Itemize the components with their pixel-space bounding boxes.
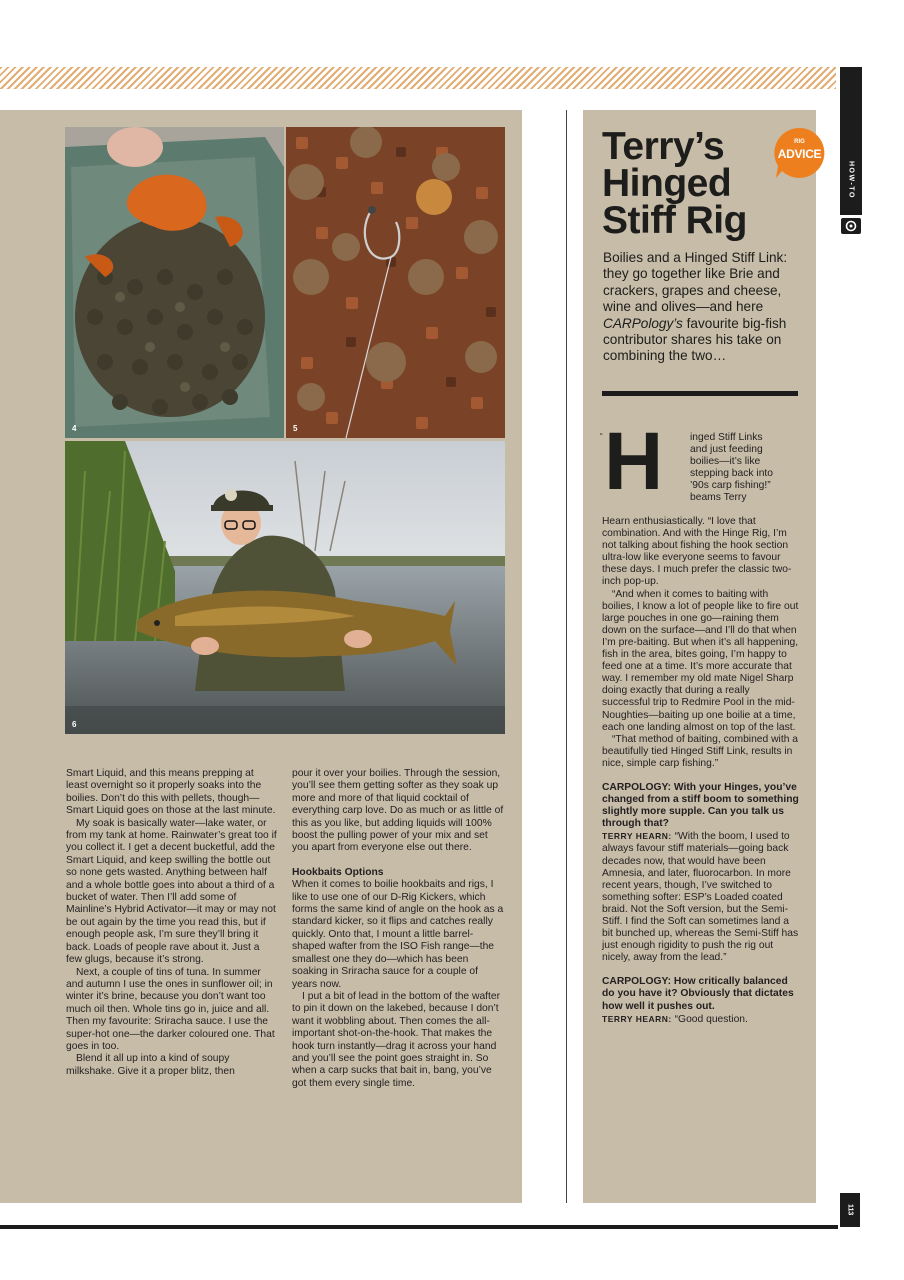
intro-line: beams Terry xyxy=(690,492,747,504)
subheading-hookbaits: Hookbaits Options xyxy=(292,866,384,878)
body-paragraph: I put a bit of lead in the bottom of the wafter to pin it down on the lakebed, because I don’t want it wobbling about. Then comes the all-important shot-on-the-hook. That makes the hook turn instantly—drag it across your hand and you’ll see the point goes straight in. So when a carp sucks that bait in, bang, you’ve got them every single time. xyxy=(292,990,501,1089)
intro-line: and just feeding xyxy=(690,444,763,456)
photo-number: 5 xyxy=(293,424,298,433)
body-paragraph: When it comes to boilie hookbaits and rigs, I like to use one of our D-Rig Kickers, which forms the same kind of angle on the hook as a standard kicker, so it flips and catches really quickly. Onto that, I mount a little barrel-shaped wafter from the ISO Fish range—the smallest one they do—which has been soaking in Sriracha sauce for a couple of years now. xyxy=(292,879,504,990)
magazine-logo-icon xyxy=(841,218,861,234)
qa-answer-text: “With the boom, I used to always favour stiff materials—going back decades now, that would have been Amnesia, and later, fluorocarbon. In more recent years, though, I’ve switched to something softer: ESP’s Loaded coated braid. Not the Soft version, but the Semi-Stiff. I find the Soft can sometimes land a bit bunched up, whereas the Semi-Stiff has just enough rigidity to push the rig out nicely, away from the lead.” xyxy=(602,831,799,964)
photo-number: 4 xyxy=(72,424,77,433)
qa-speaker: TERRY HEARN: xyxy=(602,1013,672,1024)
title-line: Hinged xyxy=(602,162,732,205)
qa-question: CARPOLOGY: How critically balanced do you have it? Obviously that dictates how well it pushes out. xyxy=(602,976,794,1012)
section-tab-label: HOW-TO xyxy=(847,161,855,199)
page-number: 113 xyxy=(840,1193,860,1227)
decorative-stripe-band xyxy=(0,67,836,89)
column-divider xyxy=(566,110,567,1203)
body-paragraph: Next, a couple of tins of tuna. In summer and autumn I use the ones in sunflower oil; in winter it’s brine, because you don’t want too much oil then. Whole tins go in, juice and all. Then my favourite: Sriracha sauce. I use the super-hot one—the darker coloured one. That goes in too. xyxy=(66,966,275,1052)
body-paragraph: My soak is basically water—lake water, or from my tank at home. Rainwater’s great too if you collect it. I get a decent bucketful, add the Smart Liquid, and keep swilling the bottle out so none gets wasted. Anything between half and a whole bottle goes into about a third of a bucket of water. Then I’ll add some of Mainline’s Hybrid Activator—it may or may not be out again by the time you read this, but if enough people ask, I’m sure they’ll bring it back. Loads of people rave about it. Just a few glugs, because it’s strong. xyxy=(66,817,277,966)
badge-bottom-label: ADVICE xyxy=(777,147,822,161)
body-paragraph: pour it over your boilies. Through the session, you’ll see them getting softer as they soak up more and more of that liquid cocktail of everything carp love. Do as much or as little of this as you like, but adding liquids will 100% boost the pulling power of your mix and set you apart from everyone else out there. xyxy=(292,768,504,854)
standfirst-text: Boilies and a Hinged Stiff Link: they go together like Brie and crackers, grapes and cheese, wine and olives—and here xyxy=(603,250,788,315)
body-column-1 xyxy=(66,768,277,1078)
body-paragraph: Smart Liquid, and this means prepping at least overnight so it properly soaks into the boilies. Don’t do this with pellets, though—Smart Liquid goes on those at the last minute. xyxy=(66,768,276,817)
body-paragraph: Hearn enthusiastically. “I love that combination. And with the Hinge Rig, I’m not talking about fishing the hook section ultra-low like everyone seems to favour these days. I much prefer the classic two-inch pop-up. xyxy=(602,516,792,588)
qa-answer xyxy=(602,830,800,964)
title-line: Stiff Rig xyxy=(602,199,747,242)
intro-line: inged Stiff Links xyxy=(690,432,763,443)
photo-carp-image xyxy=(65,441,505,734)
standfirst-text: favourite big-fish contributor shares his take on combining the two… xyxy=(603,315,787,364)
photo-pellets-image xyxy=(286,127,505,438)
photo-hook-pellets xyxy=(286,127,505,438)
qa-answer xyxy=(602,1013,800,1026)
open-quote: “ xyxy=(600,432,603,441)
qa-speaker: TERRY HEARN: xyxy=(602,831,672,842)
photo-bucket-boilies xyxy=(65,127,284,438)
photo-angler-carp xyxy=(65,441,505,734)
standfirst xyxy=(603,250,803,365)
photo-number: 6 xyxy=(72,720,77,729)
drop-cap: H xyxy=(604,416,664,507)
title-line: Terry’s xyxy=(602,125,725,168)
photo-bucket-image xyxy=(65,127,284,438)
qa-answer-text: “Good question. xyxy=(671,1013,748,1025)
body-paragraph: “That method of baiting, combined with a beautifully tied Hinged Stiff Link, results in nice, simple carp fishing.” xyxy=(602,733,799,769)
body-paragraph: “And when it comes to baiting with boilies, I know a lot of people like to fire out large pouches in one go—raining them down on the surface—and I’ll do that when I’m pre-baiting. But when it’s all happening, fish in the area, bites going, I’m happy to feed one at a time. It’s more accurate that way. I remember my old mate Nigel Sharp doing exactly that during a really successful trip to Redmire Pool in the mid-Noughties—baiting up one boilie at a time, each one landing almost on top of the last. xyxy=(602,588,799,733)
standfirst-rule xyxy=(602,391,798,396)
qa-question: CARPOLOGY: With your Hinges, you’ve changed from a stiff boom to something slightly more supple. Can you talk us through that? xyxy=(602,781,799,830)
intro-line: boilies—it’s like xyxy=(690,456,761,468)
rig-advice-badge xyxy=(772,126,827,180)
body-paragraph: Blend it all up into a kind of soupy milkshake. Give it a proper blitz, then xyxy=(66,1053,235,1077)
standfirst-magazine: CARPology’s xyxy=(603,315,683,331)
intro-line: stepping back into xyxy=(690,468,774,480)
body-column-2 xyxy=(292,768,505,1090)
intro-wrap-lines xyxy=(690,432,800,505)
right-body-column xyxy=(602,516,800,1026)
badge-top-label: RIG xyxy=(794,139,805,145)
bottom-rule xyxy=(0,1225,838,1229)
intro-line: ’90s carp fishing!” xyxy=(690,480,771,492)
